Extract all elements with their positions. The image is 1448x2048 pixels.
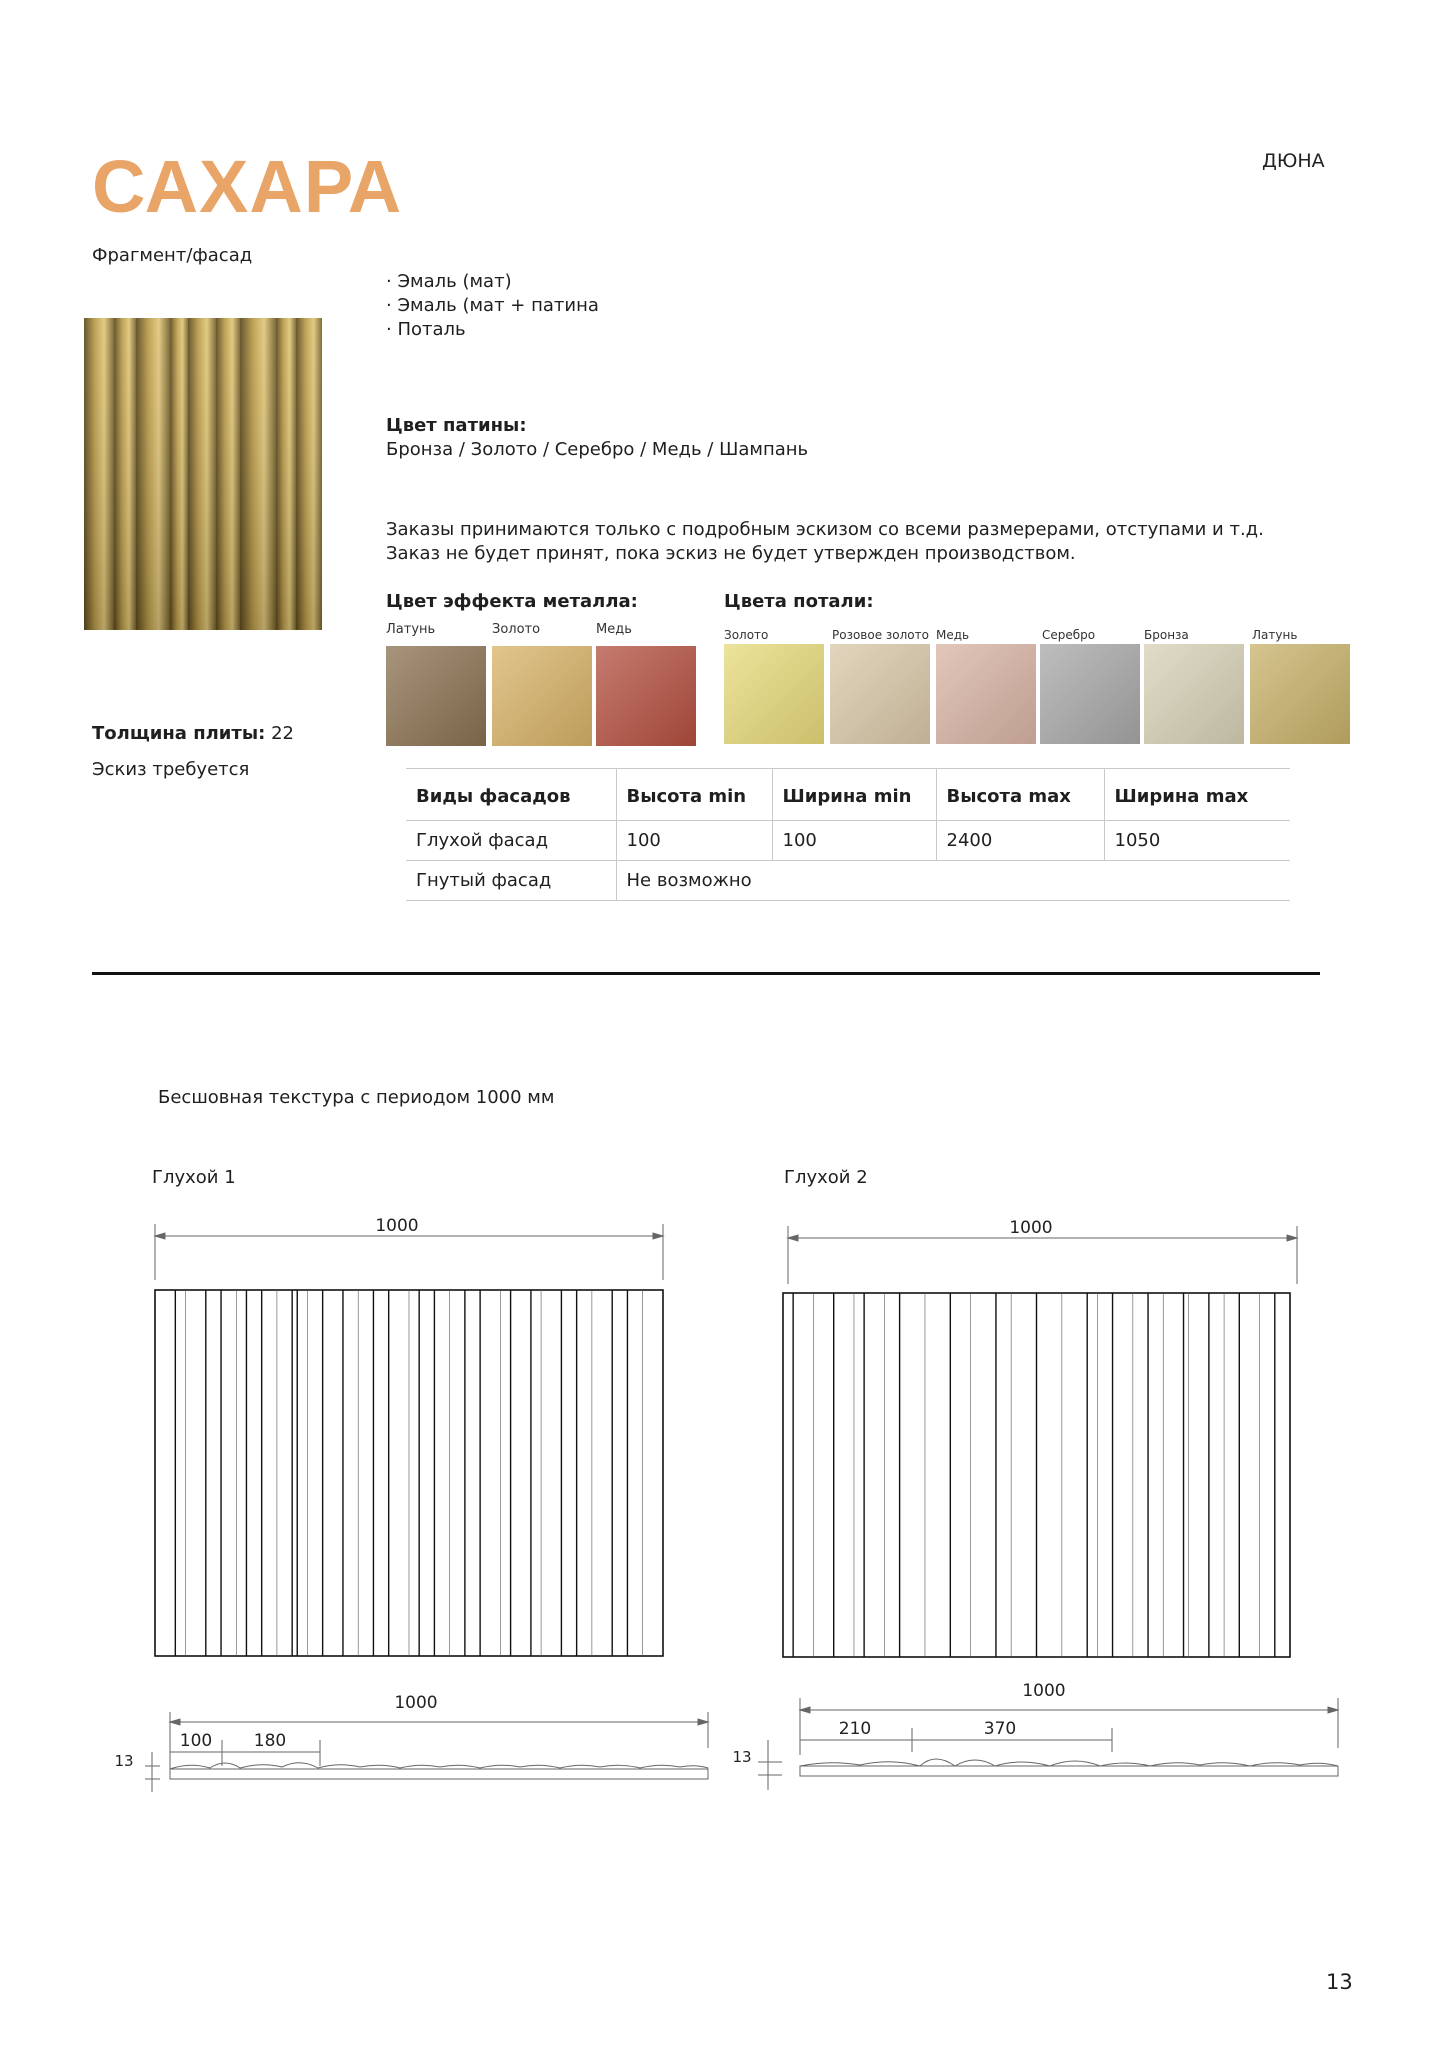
table-header-cell: Высота max <box>936 769 1104 821</box>
section-divider <box>92 972 1320 975</box>
metal-effect-name: Золото <box>492 622 541 637</box>
dim-right-thickness: 13 <box>732 1748 752 1766</box>
page-number: 13 <box>1326 1970 1353 1994</box>
swatch-copper <box>596 646 696 746</box>
dim-left-b: 180 <box>253 1731 287 1751</box>
metal-effect-name: Латунь <box>386 622 436 637</box>
leaf-color-name: Розовое золото <box>832 628 929 642</box>
technical-drawings <box>0 1200 1448 1820</box>
table-cell: Глухой фасад <box>406 821 616 861</box>
notice-line-2: Заказ не будет принят, пока эскиз не будет утвержден производством. <box>386 543 1076 564</box>
leaf-color-name: Серебро <box>1042 628 1096 642</box>
table-header-cell: Ширина min <box>772 769 936 821</box>
thickness-spec <box>92 722 294 746</box>
thickness-value: 22 <box>271 723 294 744</box>
dim-left-profile-width: 1000 <box>394 1693 438 1713</box>
facade-types-table <box>406 768 1290 901</box>
drawing-left-title: Глухой 1 <box>152 1167 236 1188</box>
leaf-colors-label: Цвета потали: <box>724 591 874 612</box>
dim-right-profile-width: 1000 <box>1022 1681 1066 1701</box>
swatch-gold <box>492 646 592 746</box>
sketch-note: Эскиз требуется <box>92 759 250 780</box>
table-cell: Гнутый фасад <box>406 861 616 901</box>
patina-label: Цвет патины: <box>386 415 527 436</box>
patina-value: Бронза / Золото / Серебро / Медь / Шампань <box>386 439 809 460</box>
finish-item: · Эмаль (мат + патина <box>386 295 599 316</box>
product-fragment-image <box>84 318 322 630</box>
collection-name: ДЮНА <box>1262 150 1325 172</box>
table-header-cell: Виды фасадов <box>406 769 616 821</box>
table-header-cell: Высота min <box>616 769 772 821</box>
table-cell: 100 <box>616 821 772 861</box>
table-header-cell: Ширина max <box>1104 769 1290 821</box>
table-cell: 100 <box>772 821 936 861</box>
table-header-row <box>406 769 1290 821</box>
finish-item: · Поталь <box>386 319 466 340</box>
dim-left-thickness: 13 <box>114 1752 134 1770</box>
drawing-right-title: Глухой 2 <box>784 1167 868 1188</box>
drawings-caption: Бесшовная текстура с периодом 1000 мм <box>158 1087 555 1108</box>
fragment-label: Фрагмент/фасад <box>92 245 253 266</box>
thickness-label: Толщина плиты: <box>92 723 266 744</box>
page-title: САХАРА <box>92 145 403 228</box>
leaf-color-name: Бронза <box>1144 628 1189 642</box>
leaf-color-name: Золото <box>724 628 769 642</box>
table-row <box>406 821 1290 861</box>
table-cell: Не возможно <box>616 861 1290 901</box>
table-cell: 2400 <box>936 821 1104 861</box>
table-row <box>406 861 1290 901</box>
swatch-leaf-rose-gold <box>830 644 930 744</box>
notice-line-1: Заказы принимаются только с подробным эскизом со всеми размерерами, отступами и т.д. <box>386 519 1264 540</box>
dim-right-a: 210 <box>838 1719 872 1739</box>
swatch-leaf-brass <box>1250 644 1350 744</box>
swatch-leaf-bronze <box>1144 644 1244 744</box>
leaf-color-name: Медь <box>936 628 970 642</box>
finish-item: · Эмаль (мат) <box>386 271 512 292</box>
swatch-leaf-copper <box>936 644 1036 744</box>
table-cell: 1050 <box>1104 821 1290 861</box>
dim-right-width: 1000 <box>1009 1218 1053 1238</box>
leaf-color-name: Латунь <box>1252 628 1298 642</box>
swatch-leaf-silver <box>1040 644 1140 744</box>
dim-left-width: 1000 <box>375 1216 419 1236</box>
dim-right-b: 370 <box>983 1719 1017 1739</box>
metal-effect-label: Цвет эффекта металла: <box>386 591 638 612</box>
finish-list <box>386 270 599 342</box>
swatch-leaf-gold <box>724 644 824 744</box>
dim-left-a: 100 <box>179 1731 213 1751</box>
metal-effect-name: Медь <box>596 622 632 637</box>
swatch-brass <box>386 646 486 746</box>
